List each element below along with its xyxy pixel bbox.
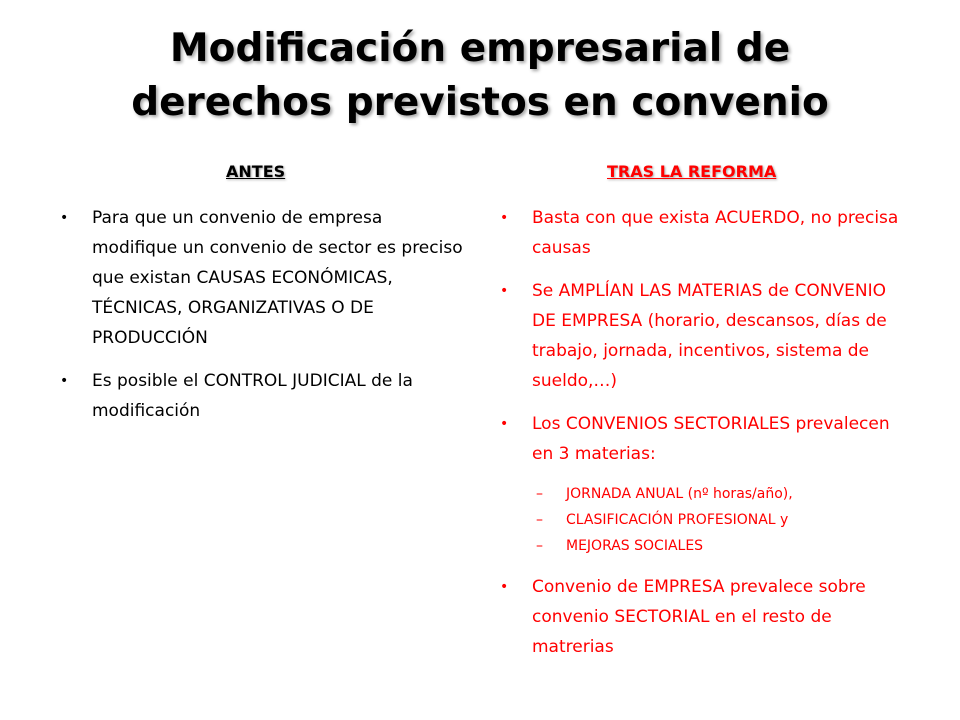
heading-antes: ANTES [226,162,286,181]
right-bullet-item [496,409,914,559]
sub-bullet-text: MEJORAS SOCIALES [566,538,704,554]
right-bullet-text: Basta con que exista ACUERDO, no precisa causas [532,208,899,258]
bullet-dot-icon: • [500,579,509,595]
title-line-1: Modificación empresarial de [169,26,791,71]
sub-bullet-item [532,481,914,507]
right-bullet-item [496,203,914,263]
left-bullet-text: Es posible el CONTROL JUDICIAL de la modificación [92,371,413,421]
right-bullet-item [496,276,914,396]
left-bullet-item [56,366,466,426]
bullet-dot-icon: • [60,373,69,389]
left-bullet-text: Para que un convenio de empresa modifique un convenio de sector es preciso que existan CAUSAS ECONÓMICAS, TÉCNICAS, ORGANIZATIVAS O DE PRODUCCIÓN [92,208,463,348]
bullet-dot-icon: • [500,283,509,299]
bullet-dot-icon: • [500,210,509,226]
left-bullet-list [56,203,466,439]
title-line-2: derechos previstos en convenio [131,80,829,125]
right-bullet-item [496,572,914,662]
dash-icon: – [536,512,543,528]
right-bullet-list [496,203,914,675]
sub-bullet-item [532,533,914,559]
sub-bullet-text: CLASIFICACIÓN PROFESIONAL y [566,512,789,528]
sub-bullet-list [532,481,914,559]
dash-icon: – [536,486,543,502]
bullet-dot-icon: • [500,416,509,432]
right-bullet-text: Se AMPLÍAN LAS MATERIAS de CONVENIO DE EMPRESA (horario, descansos, días de trabajo, jornada, incentivos, sistema de sueldo,…) [532,281,887,391]
left-bullet-item [56,203,466,353]
sub-bullet-item [532,507,914,533]
dash-icon: – [536,538,543,554]
right-bullet-text: Los CONVENIOS SECTORIALES prevalecen en 3 materias: [532,414,890,464]
bullet-dot-icon: • [60,210,69,226]
slide-title [40,22,920,130]
sub-bullet-text: JORNADA ANUAL (nº horas/año), [566,486,793,502]
right-bullet-text: Convenio de EMPRESA prevalece sobre convenio SECTORIAL en el resto de matrerias [532,577,866,657]
heading-tras-la-reforma: TRAS LA REFORMA [607,162,777,181]
